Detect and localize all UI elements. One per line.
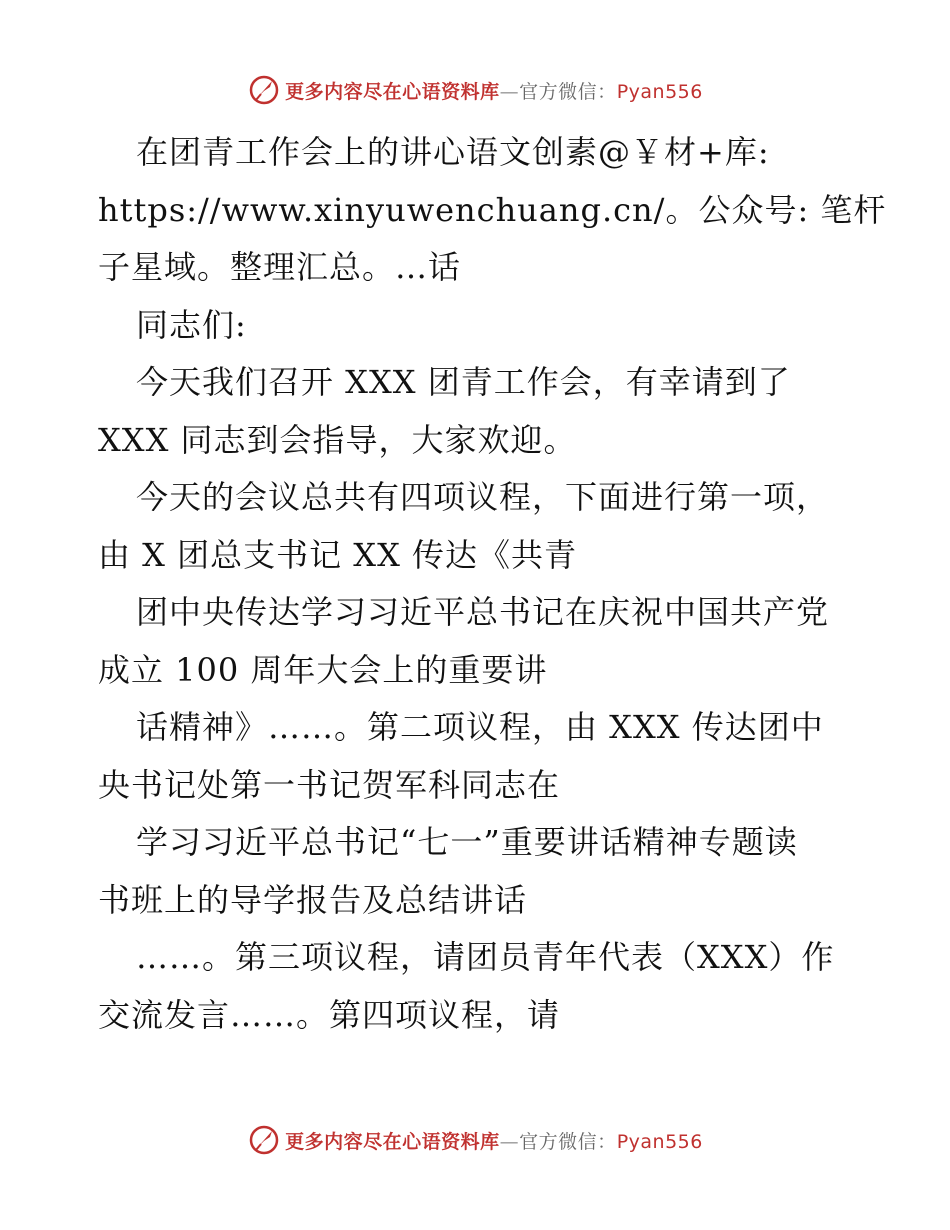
text-line: 交流发言……。第四项议程，请 <box>98 995 561 1034</box>
quill-logo-icon <box>247 1123 281 1157</box>
text-line: 书班上的导学报告及总结讲话 <box>98 880 528 919</box>
text-line: 成立 100 周年大会上的重要讲 <box>98 650 548 689</box>
quill-logo-icon <box>247 73 281 107</box>
watermark-wechat-id: Pyan556 <box>616 1130 703 1153</box>
text-line: 话精神》……。第二项议程，由 XXX 传达团中 <box>136 708 824 746</box>
watermark-text <box>285 77 703 104</box>
watermark-brand: 更多内容尽在心语资料库 <box>285 80 500 103</box>
watermark-wechat-label: 官方微信： <box>519 1130 617 1153</box>
text-line: 今天我们召开 XXX 团青工作会，有幸请到了 <box>136 363 791 401</box>
text-line: 学习习近平总书记“七一”重要讲话精神专题读 <box>136 823 798 861</box>
watermark-separator: — <box>499 80 520 103</box>
watermark-brand: 更多内容尽在心语资料库 <box>285 1130 500 1153</box>
text-line: 同志们: <box>136 305 247 344</box>
text-line: XXX 同志到会指导，大家欢迎。 <box>98 420 577 459</box>
text-line: 团中央传达学习习近平总书记在庆祝中国共产党 <box>136 593 830 631</box>
text-line: ……。第三项议程，请团员青年代表（XXX）作 <box>136 938 835 976</box>
text-line: 在团青工作会上的讲心语文创素@￥材+库: <box>136 133 770 171</box>
text-line: https://www.xinyuwenchuang.cn/。公众号: 笔杆 <box>98 190 887 229</box>
text-line: 央书记处第一书记贺军科同志在 <box>98 765 561 804</box>
text-line: 由 X 团总支书记 XX 传达《共青 <box>98 535 578 574</box>
document-body <box>98 124 887 1044</box>
header-watermark <box>0 70 950 110</box>
footer-watermark <box>0 1120 950 1160</box>
text-line: 子星域。整理汇总。…话 <box>98 248 462 286</box>
watermark-separator: — <box>499 1130 520 1153</box>
watermark-wechat-id: Pyan556 <box>616 80 703 103</box>
text-line: 今天的会议总共有四项议程，下面进行第一项， <box>136 478 830 516</box>
watermark-wechat-label: 官方微信： <box>519 80 617 103</box>
watermark-text <box>285 1127 703 1154</box>
